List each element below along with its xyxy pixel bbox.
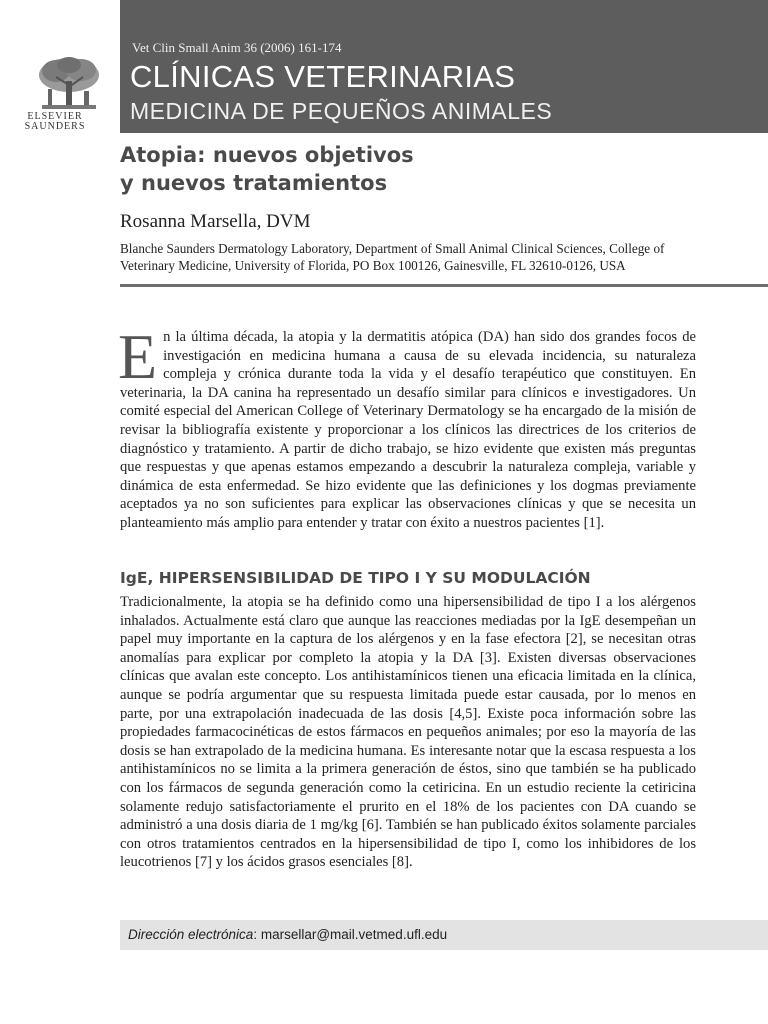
publisher-logo (0, 55, 110, 135)
journal-banner (120, 0, 768, 133)
section-paragraph: Tradicionalmente, la atopia se ha definido como una hipersensibilidad de tipo I a los alérgenos inhalados. Actualmente está claro que aunque las reacciones mediadas por la IgE desempeñan un papel muy importante en la captura de los alérgenos y en la fase efectora [2], se necesitan otras anomalías para explicar por completo la atopia y la DA [3]. Existen diversas observaciones clínicas que avalan este concepto. Los antihistamínicos tienen una eficacia limitada en la clínica, aunque se podría argumentar que su respuesta limitada puede estar causada, por lo menos en parte, por una extrapolación inadecuada de las dosis [4,5]. Existe poca información sobre las propiedades farmacocinéticas de estos fármacos en pequeños animales; por eso la mayoría de las dosis se han extrapolado de la medicina humana. Es interesante notar que la escasa respuesta a los antihistamínicos no se limita a la primera generación de éstos, sino que también se ha publicado con los fármacos de segunda generación como la cetiricina. En un estudio reciente la cetiricina solamente redujo satisfactoriamente el prurito en el 18% de los pacientes con DA cuando se administró a una dosis diaria de 1 mg/kg [6]. También se han publicado éxitos solamente parciales con otros tratamientos centrados en la hipersensibilidad de tipo I, como los inhibidores de los leucotrienos [7] y los ácidos grasos esenciales [8]. (120, 594, 696, 871)
author-affiliation: Blanche Saunders Dermatology Laboratory, Department of Small Animal Clinical Sciences, College of Veterinary Medicine, University of Florida, PO Box 100126, Gainesville, FL 32610-0126, USA (120, 241, 665, 273)
intro-text: n la última década, la atopia y la dermatitis atópica (DA) han sido dos grandes focos de investigación en medicina humana a causa de su elevada incidencia, su naturaleza compleja y crónica durante toda la vida y el desafío terapéutico que constituyen. En veterinaria, la DA canina ha representado un desafío similar para clínicos e investigadores. Un comité especial del American College of Veterinary Dermatology se ha encargado de la misión de revisar la bibliografía existente y proporcionar a los clínicos las directrices de los criterios de diagnóstico y tratamiento. A partir de dicho trabajo, se hizo evidente que existen más preguntas que respuestas y que apenas estamos empezando a descubrir la naturaleza compleja, variable y dinámica de esta enfermedad. Se hizo evidente que las definiciones y los dogmas previamente aceptados ya no son suficientes para explicar las observaciones clínicas y que se necesita un planteamiento más amplio para entender y tratar con éxito a nuestros pacientes [1]. (120, 329, 696, 531)
email-label: Dirección electrónica (128, 927, 254, 942)
journal-title: CLÍNICAS VETERINARIAS (130, 59, 516, 94)
email-address[interactable]: marsellar@mail.vetmed.ufl.edu (260, 927, 448, 942)
article-title-line1: Atopia: nuevos objetivos (120, 143, 414, 167)
author-name: Rosanna Marsella, DVM (120, 211, 311, 232)
section-heading: IgE, HIPERSENSIBILIDAD DE TIPO I Y SU MODULACIÓN (120, 569, 591, 587)
journal-subtitle: MEDICINA DE PEQUEÑOS ANIMALES (130, 98, 553, 124)
citation: Vet Clin Small Anim 36 (2006) 161-174 (132, 40, 342, 55)
footnote-bar (120, 920, 768, 950)
publisher-imprint: SAUNDERS (24, 121, 86, 132)
elsevier-tree-icon (36, 55, 102, 111)
divider (120, 284, 768, 287)
article-title-line2: y nuevos tratamientos (120, 171, 388, 195)
intro-paragraph (118, 321, 696, 533)
publisher-name: ELSEVIER (27, 111, 83, 122)
article-title (120, 141, 720, 197)
email-separator: : (253, 927, 261, 942)
drop-cap: E (118, 321, 158, 392)
email-footnote (128, 927, 447, 942)
